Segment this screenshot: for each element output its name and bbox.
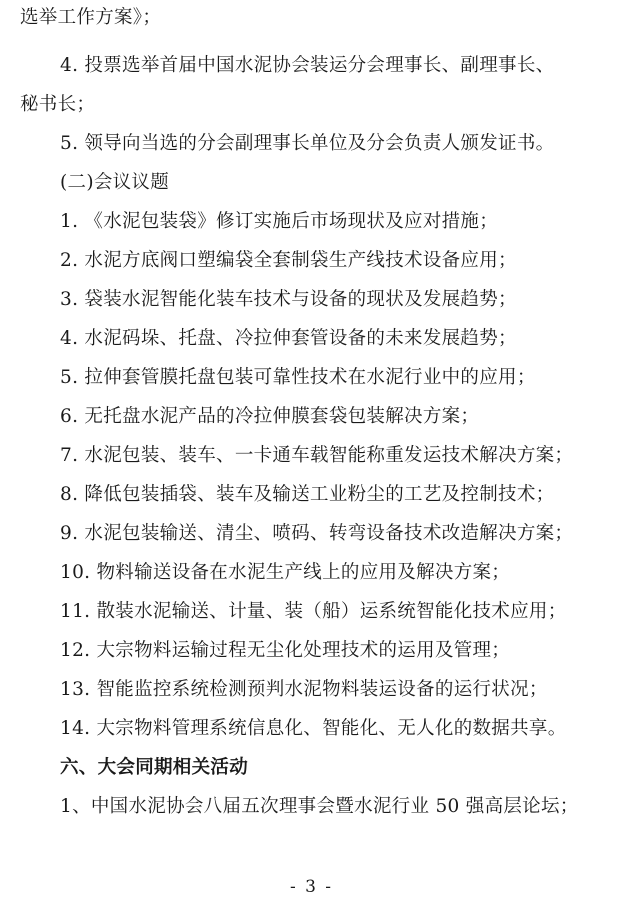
topic-item: 13. 智能监控系统检测预判水泥物料装运设备的运行状况； bbox=[60, 679, 548, 700]
text-line: 秘书长； bbox=[20, 94, 96, 115]
topic-item: 2. 水泥方底阀口塑编袋全套制袋生产线技术设备应用； bbox=[60, 250, 517, 271]
topic-item: 7. 水泥包装、装车、一卡通车载智能称重发运技术解决方案； bbox=[60, 445, 574, 466]
topic-item: 8. 降低包装插袋、装车及输送工业粉尘的工艺及控制技术； bbox=[60, 484, 555, 505]
topic-item: 1. 《水泥包装袋》修订实施后市场现状及应对措施； bbox=[60, 211, 499, 232]
topic-item: 10. 物料输送设备在水泥生产线上的应用及解决方案； bbox=[60, 562, 511, 583]
page-number: - 3 - bbox=[289, 877, 334, 897]
topic-item: 12. 大宗物料运输过程无尘化处理技术的运用及管理； bbox=[60, 640, 511, 661]
topic-item: 11. 散装水泥输送、计量、装（船）运系统智能化技术应用； bbox=[60, 601, 567, 622]
topic-item: 5. 拉伸套管膜托盘包装可靠性技术在水泥行业中的应用； bbox=[60, 367, 536, 388]
topic-item: 14. 大宗物料管理系统信息化、智能化、无人化的数据共享。 bbox=[60, 718, 567, 739]
text-line: 5. 领导向当选的分会副理事长单位及分会负责人颁发证书。 bbox=[60, 133, 555, 154]
text-line: 选举工作方案》； bbox=[20, 7, 162, 28]
topic-item: 9. 水泥包装输送、清尘、喷码、转弯设备技术改造解决方案； bbox=[60, 523, 574, 544]
topic-item: 4. 水泥码垛、托盘、冷拉伸套管设备的未来发展趋势； bbox=[60, 328, 517, 349]
watermark-decoration bbox=[430, 812, 600, 852]
topic-item: 6. 无托盘水泥产品的冷拉伸膜套袋包装解决方案； bbox=[60, 406, 480, 427]
section-subheading: (二)会议议题 bbox=[60, 172, 170, 193]
text-line: 4. 投票选举首届中国水泥协会装运分会理事长、副理事长、 bbox=[60, 55, 555, 76]
activity-item: 1、中国水泥协会八届五次理事会暨水泥行业 50 强高层论坛； bbox=[60, 796, 579, 817]
section-heading: 六、大会同期相关活动 bbox=[60, 757, 249, 778]
topic-item: 3. 袋装水泥智能化装车技术与设备的现状及发展趋势； bbox=[60, 289, 517, 310]
